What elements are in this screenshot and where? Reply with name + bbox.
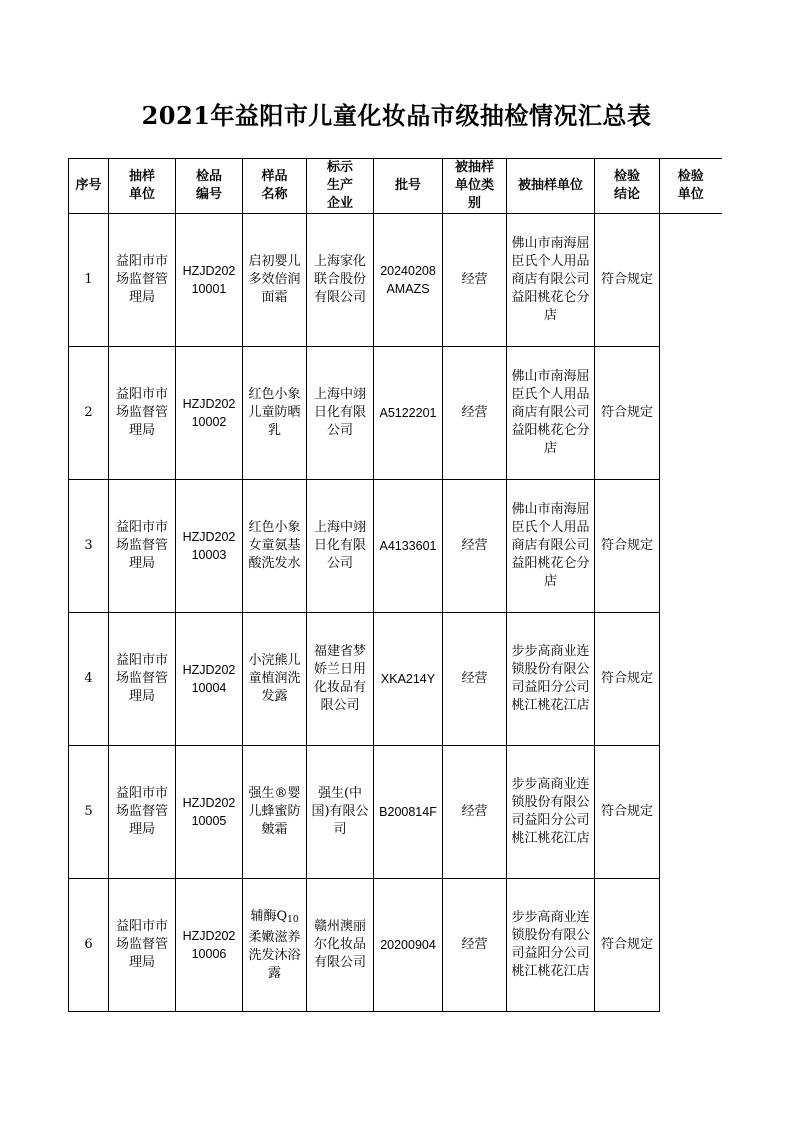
header-manufacturer: 标示生产企业 xyxy=(307,159,374,214)
sample-code: HZJD20210005 xyxy=(176,746,243,879)
table-row xyxy=(69,746,722,879)
header-index: 序号 xyxy=(69,159,109,214)
batch-number: A4133601 xyxy=(374,480,443,613)
inspection-result: 符合规定 xyxy=(595,613,660,746)
manufacturer: 强生(中国)有限公司 xyxy=(307,746,374,879)
product-name-rest: 柔嫩滋养洗发沐浴露 xyxy=(248,929,301,981)
batch-number: A5122201 xyxy=(374,347,443,480)
table-row xyxy=(69,613,722,746)
batch-number: 20200904 xyxy=(374,879,443,1012)
manufacturer: 上海家化联合股份有限公司 xyxy=(307,214,374,347)
manufacturer: 福建省梦娇兰日用化妆品有限公司 xyxy=(307,613,374,746)
sampled-type: 经营 xyxy=(443,879,507,1012)
table-row xyxy=(69,480,722,613)
sampling-unit: 益阳市市场监督管理局 xyxy=(109,214,176,347)
product-name: 强生®婴儿蜂蜜防皴霜 xyxy=(243,746,307,879)
row-index: 5 xyxy=(69,746,109,879)
row-index: 4 xyxy=(69,613,109,746)
header-sampled-unit: 被抽样单位 xyxy=(507,159,595,214)
sample-code: HZJD20210004 xyxy=(176,613,243,746)
batch-number: 20240208AMAZS xyxy=(374,214,443,347)
inspection-result: 符合规定 xyxy=(595,214,660,347)
sample-code: HZJD20210003 xyxy=(176,480,243,613)
sampled-unit: 步步高商业连锁股份有限公司益阳分公司桃江桃花江店 xyxy=(507,746,595,879)
inspection-lab xyxy=(660,214,722,1012)
row-index: 6 xyxy=(69,879,109,1012)
inspection-result: 符合规定 xyxy=(595,746,660,879)
product-name: 红色小象儿童防晒乳 xyxy=(243,347,307,480)
sampling-unit: 益阳市市场监督管理局 xyxy=(109,480,176,613)
header-batch: 批号 xyxy=(374,159,443,214)
header-result: 检验结论 xyxy=(595,159,660,214)
header-product-name: 样品名称 xyxy=(243,159,307,214)
sampled-unit: 佛山市南海屈臣氏个人用品商店有限公司益阳桃花仑分店 xyxy=(507,480,595,613)
product-name-main: 辅酶Q xyxy=(250,908,288,924)
product-name: 小浣熊儿童植润洗发露 xyxy=(243,613,307,746)
header-sampled-type: 被抽样单位类别 xyxy=(443,159,507,214)
document-title: 2021年益阳市儿童化妆品市级抽检情况汇总表 xyxy=(141,101,652,130)
inspection-result: 符合规定 xyxy=(595,879,660,1012)
sampled-type: 经营 xyxy=(443,347,507,480)
sampling-unit: 益阳市市场监督管理局 xyxy=(109,347,176,480)
sample-code: HZJD20210006 xyxy=(176,879,243,1012)
sampling-unit: 益阳市市场监督管理局 xyxy=(109,746,176,879)
header-sample-code: 检品编号 xyxy=(176,159,243,214)
sampled-unit: 佛山市南海屈臣氏个人用品商店有限公司益阳桃花仑分店 xyxy=(507,347,595,480)
inspection-result: 符合规定 xyxy=(595,480,660,613)
table-row xyxy=(69,214,722,347)
header-row xyxy=(69,159,722,214)
sampled-unit: 步步高商业连锁股份有限公司益阳分公司桃江桃花江店 xyxy=(507,613,595,746)
product-name xyxy=(243,879,307,1012)
product-name: 红色小象女童氨基酸洗发水 xyxy=(243,480,307,613)
product-name: 启初婴儿多效倍润面霜 xyxy=(243,214,307,347)
manufacturer: 上海中翊日化有限公司 xyxy=(307,347,374,480)
row-index: 2 xyxy=(69,347,109,480)
sampled-unit: 步步高商业连锁股份有限公司益阳分公司桃江桃花江店 xyxy=(507,879,595,1012)
inspection-result: 符合规定 xyxy=(595,347,660,480)
header-sampling-unit: 抽样单位 xyxy=(109,159,176,214)
sampled-type: 经营 xyxy=(443,480,507,613)
sampled-unit: 佛山市南海屈臣氏个人用品商店有限公司益阳桃花仑分店 xyxy=(507,214,595,347)
sample-code: HZJD20210001 xyxy=(176,214,243,347)
table-row xyxy=(69,347,722,480)
manufacturer: 上海中翊日化有限公司 xyxy=(307,480,374,613)
sampled-type: 经营 xyxy=(443,746,507,879)
table-row xyxy=(69,879,722,1012)
sampling-unit: 益阳市市场监督管理局 xyxy=(109,613,176,746)
batch-number: XKA214Y xyxy=(374,613,443,746)
batch-number: B200814F xyxy=(374,746,443,879)
row-index: 3 xyxy=(69,480,109,613)
inspection-table xyxy=(68,158,722,1012)
row-index: 1 xyxy=(69,214,109,347)
sampled-type: 经营 xyxy=(443,214,507,347)
header-lab: 检验单位 xyxy=(660,159,722,214)
sampled-type: 经营 xyxy=(443,613,507,746)
sampling-unit: 益阳市市场监督管理局 xyxy=(109,879,176,1012)
manufacturer: 赣州澳丽尔化妆品有限公司 xyxy=(307,879,374,1012)
product-name-subscript: 10 xyxy=(287,914,299,925)
sample-code: HZJD20210002 xyxy=(176,347,243,480)
